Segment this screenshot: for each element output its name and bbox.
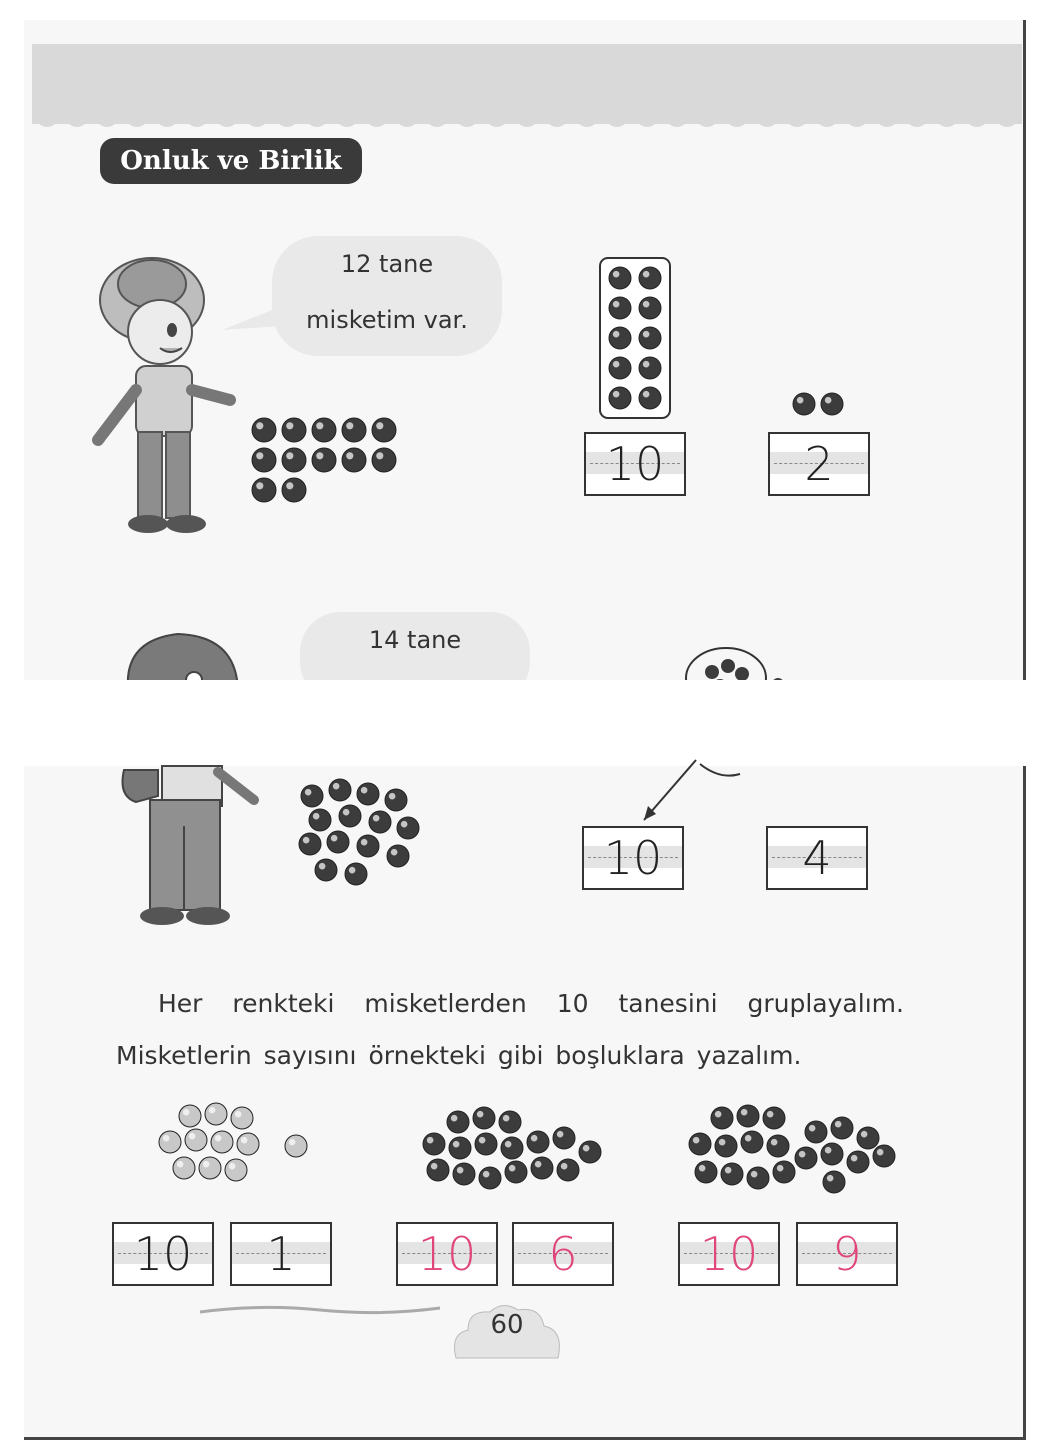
boy-with-hat-illustration xyxy=(90,240,240,540)
marble xyxy=(397,817,419,839)
marble xyxy=(639,267,661,289)
marble xyxy=(427,1159,449,1181)
marble xyxy=(773,1161,795,1183)
exercise1-tens-box[interactable] xyxy=(112,1222,214,1286)
marble xyxy=(795,1147,817,1169)
marble xyxy=(211,1131,233,1153)
marble xyxy=(205,1103,227,1125)
marble xyxy=(579,1141,601,1163)
marble xyxy=(282,448,306,472)
exercise-marbles-16 xyxy=(414,1108,604,1204)
marble xyxy=(285,1135,307,1157)
marble xyxy=(312,418,336,442)
scan-gap xyxy=(0,680,1040,766)
marble xyxy=(499,1111,521,1133)
marble xyxy=(372,418,396,442)
marble xyxy=(857,1127,879,1149)
marble xyxy=(309,809,331,831)
section-title: Onluk ve Birlik xyxy=(100,138,362,184)
marble xyxy=(447,1111,469,1133)
exercise-marbles-19 xyxy=(684,1106,894,1206)
marble xyxy=(387,845,409,867)
marble xyxy=(159,1131,181,1153)
header-scallop xyxy=(32,116,1022,134)
marble xyxy=(609,357,631,379)
exercise3-ones-box[interactable] xyxy=(796,1222,898,1286)
header-band xyxy=(32,44,1022,124)
marble xyxy=(767,1135,789,1157)
marble xyxy=(301,785,323,807)
speech-line-1: 12 tane xyxy=(340,250,434,278)
marble xyxy=(793,393,815,415)
marble xyxy=(453,1163,475,1185)
speech-bubble-1 xyxy=(272,236,502,356)
ones-box-example2 xyxy=(766,826,868,890)
exercise2-ones-handwritten: 6 xyxy=(548,1227,578,1281)
marble xyxy=(473,1107,495,1129)
marble xyxy=(639,327,661,349)
exercise1-tens: 10 xyxy=(133,1227,193,1281)
exercise1-ones: 1 xyxy=(266,1227,296,1281)
marble xyxy=(342,418,366,442)
ones-box-example1 xyxy=(768,432,870,496)
exercise1-ones-box[interactable] xyxy=(230,1222,332,1286)
marble xyxy=(695,1161,717,1183)
marble xyxy=(449,1137,471,1159)
marble xyxy=(557,1159,579,1181)
marble xyxy=(873,1145,895,1167)
marble xyxy=(821,393,843,415)
marble xyxy=(747,1167,769,1189)
instruction-line-1: Her renkteki misketlerden 10 tanesini gruplayalım. xyxy=(158,989,904,1018)
marble xyxy=(689,1133,711,1155)
footer-grass-decoration xyxy=(200,1300,440,1320)
marble xyxy=(423,1133,445,1155)
speech-line-1: 14 tane xyxy=(368,626,462,654)
loose-marbles-14 xyxy=(296,780,436,890)
exercise3-ones-handwritten: 9 xyxy=(832,1227,862,1281)
exercise2-ones-box[interactable] xyxy=(512,1222,614,1286)
marble xyxy=(823,1171,845,1193)
marble xyxy=(329,779,351,801)
exercise3-tens-handwritten: 10 xyxy=(699,1227,759,1281)
marble xyxy=(231,1107,253,1129)
ten-frame-tray xyxy=(598,256,672,420)
marble xyxy=(501,1137,523,1159)
loose-marbles-12 xyxy=(248,414,408,514)
marble xyxy=(741,1131,763,1153)
marble xyxy=(345,863,367,885)
marble xyxy=(252,448,276,472)
marble xyxy=(831,1117,853,1139)
marble xyxy=(639,387,661,409)
marble xyxy=(639,297,661,319)
girl-illustration-bottom xyxy=(118,766,278,936)
marble xyxy=(737,1105,759,1127)
marble xyxy=(372,448,396,472)
exercise3-tens-box[interactable] xyxy=(678,1222,780,1286)
tens-value: 10 xyxy=(603,831,663,885)
marble xyxy=(339,805,361,827)
marble xyxy=(315,859,337,881)
marble xyxy=(199,1157,221,1179)
marble xyxy=(475,1133,497,1155)
marble xyxy=(185,1129,207,1151)
tens-box-example1 xyxy=(584,432,686,496)
two-marbles xyxy=(790,390,854,420)
marble xyxy=(225,1159,247,1181)
exercise2-tens-box[interactable] xyxy=(396,1222,498,1286)
marble xyxy=(715,1135,737,1157)
tens-value: 10 xyxy=(605,437,665,491)
marble xyxy=(237,1133,259,1155)
marble xyxy=(299,833,321,855)
marble xyxy=(179,1105,201,1127)
marble xyxy=(282,478,306,502)
ones-value: 2 xyxy=(804,437,834,491)
arrow-to-tens xyxy=(630,750,740,830)
marble xyxy=(282,418,306,442)
marble xyxy=(385,789,407,811)
marble xyxy=(527,1131,549,1153)
marble xyxy=(609,267,631,289)
marble xyxy=(173,1157,195,1179)
marble xyxy=(821,1143,843,1165)
marble xyxy=(639,357,661,379)
marble xyxy=(342,448,366,472)
page-number: 60 xyxy=(490,1310,524,1340)
speech-line-2: misketim var. xyxy=(306,306,468,334)
marble xyxy=(479,1167,501,1189)
marble xyxy=(252,478,276,502)
marble xyxy=(609,387,631,409)
marble xyxy=(531,1157,553,1179)
marble xyxy=(711,1107,733,1129)
marble xyxy=(847,1151,869,1173)
marble xyxy=(252,418,276,442)
marble xyxy=(327,831,349,853)
tens-box-example2 xyxy=(582,826,684,890)
exercise2-tens-handwritten: 10 xyxy=(417,1227,477,1281)
marble xyxy=(369,811,391,833)
speech-bubble-tail xyxy=(222,300,282,340)
ones-value: 4 xyxy=(802,831,832,885)
marble xyxy=(805,1121,827,1143)
exercise-marbles-11 xyxy=(150,1104,320,1194)
instruction-line-2: Misketlerin sayısını örnekteki gibi boşluklara yazalım. xyxy=(116,1041,802,1070)
marble xyxy=(505,1161,527,1183)
marble xyxy=(357,835,379,857)
marble xyxy=(312,448,336,472)
marble xyxy=(721,1163,743,1185)
marble xyxy=(609,297,631,319)
marble xyxy=(609,327,631,349)
marble xyxy=(763,1107,785,1129)
marble xyxy=(357,783,379,805)
marble xyxy=(553,1127,575,1149)
